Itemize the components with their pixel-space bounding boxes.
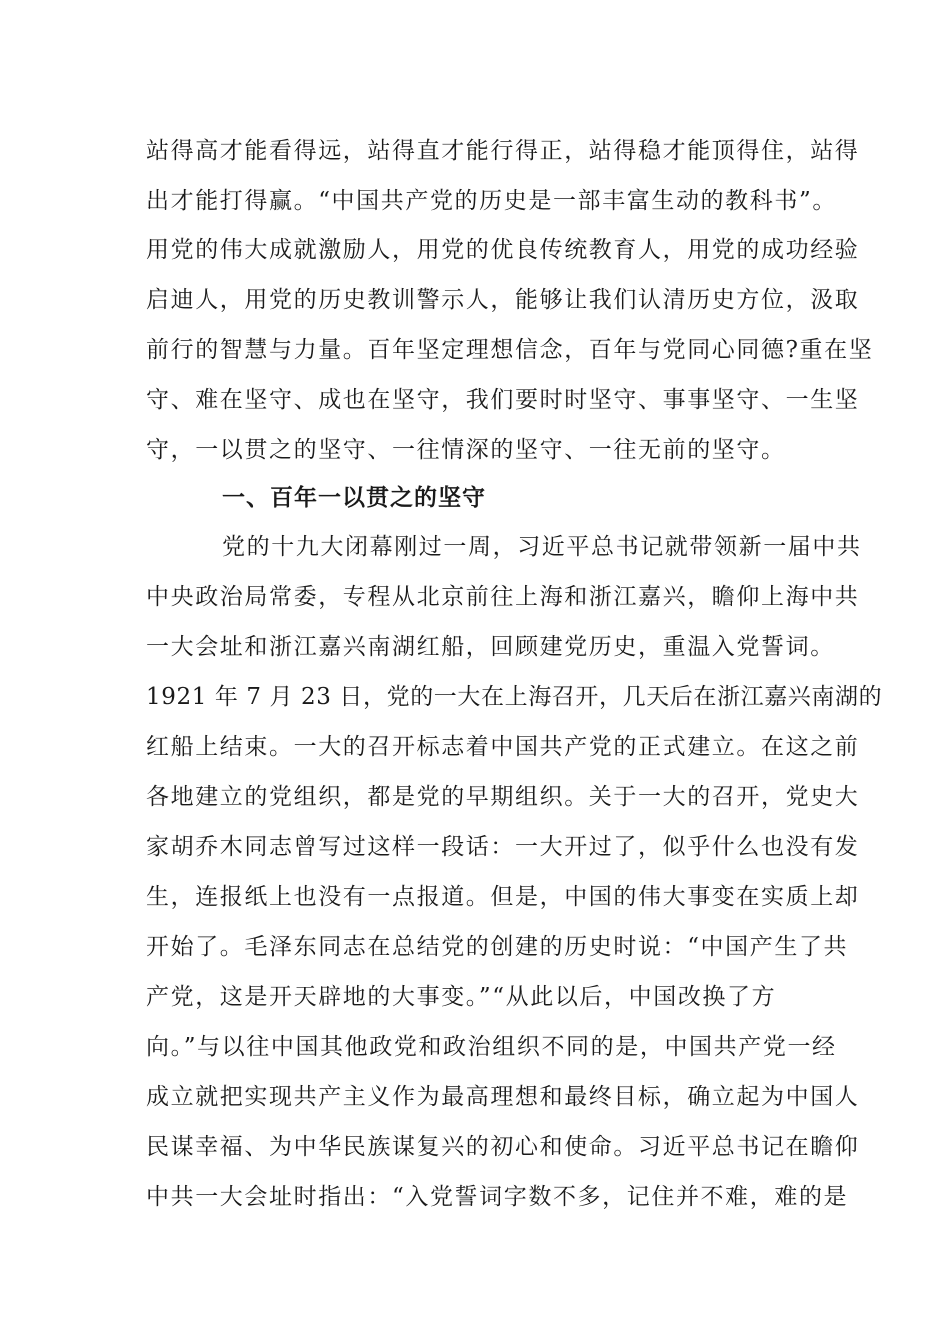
- body-line-4: 1921 年 7 月 23 日，党的一大在上海召开，几天后在浙江嘉兴南湖的: [146, 684, 883, 710]
- body-line-14: 中共一大会址时指出：“入党誓词字数不多，记住并不难，难的是: [146, 1184, 849, 1210]
- body-line-13: 民谋幸福、为中华民族谋复兴的初心和使命。习近平总书记在瞻仰: [146, 1134, 860, 1160]
- body-line-2: 中央政治局常委，专程从北京前往上海和浙江嘉兴，瞻仰上海中共: [146, 584, 860, 610]
- body-line-9: 开始了。毛泽东同志在总结党的创建的历史时说：“中国产生了共: [146, 934, 849, 960]
- paragraph-line-1: 站得高才能看得远，站得直才能行得正，站得稳才能顶得住，站得: [146, 138, 860, 164]
- body-line-1: 党的十九大闭幕刚过一周，习近平总书记就带领新一届中共: [222, 534, 862, 560]
- section-heading: 一、百年一以贯之的坚守: [222, 485, 486, 511]
- body-line-12: 成立就把实现共产主义作为最高理想和最终目标，确立起为中国人: [146, 1084, 860, 1110]
- paragraph-line-3: 用党的伟大成就激励人，用党的优良传统教育人，用党的成功经验: [146, 237, 860, 263]
- paragraph-line-5: 前行的智慧与力量。百年坚定理想信念，百年与党同心同德?重在坚: [146, 337, 874, 363]
- paragraph-line-7: 守，一以贯之的坚守、一往情深的坚守、一往无前的坚守。: [146, 437, 786, 463]
- body-line-10: 产党，这是开天辟地的大事变。”“从此以后，中国改换了方: [146, 984, 777, 1010]
- body-line-5: 红船上结束。一大的召开标志着中国共产党的正式建立。在这之前: [146, 734, 860, 760]
- body-line-11: 向。”与以往中国其他政党和政治组织不同的是，中国共产党一经: [146, 1034, 837, 1060]
- paragraph-line-6: 守、难在坚守、成也在坚守，我们要时时坚守、事事坚守、一生坚: [146, 387, 860, 413]
- paragraph-line-4: 启迪人，用党的历史教训警示人，能够让我们认清历史方位，汲取: [146, 287, 860, 313]
- body-line-6: 各地建立的党组织，都是党的早期组织。关于一大的召开，党史大: [146, 784, 860, 810]
- body-line-7: 家胡乔木同志曾写过这样一段话：一大开过了，似乎什么也没有发: [146, 834, 860, 860]
- paragraph-line-2: 出才能打得赢。“中国共产党的历史是一部丰富生动的教科书”。: [146, 188, 837, 214]
- body-line-3: 一大会址和浙江嘉兴南湖红船，回顾建党历史，重温入党誓词。: [146, 634, 835, 660]
- body-line-8: 生，连报纸上也没有一点报道。但是，中国的伟大事变在实质上却: [146, 884, 860, 910]
